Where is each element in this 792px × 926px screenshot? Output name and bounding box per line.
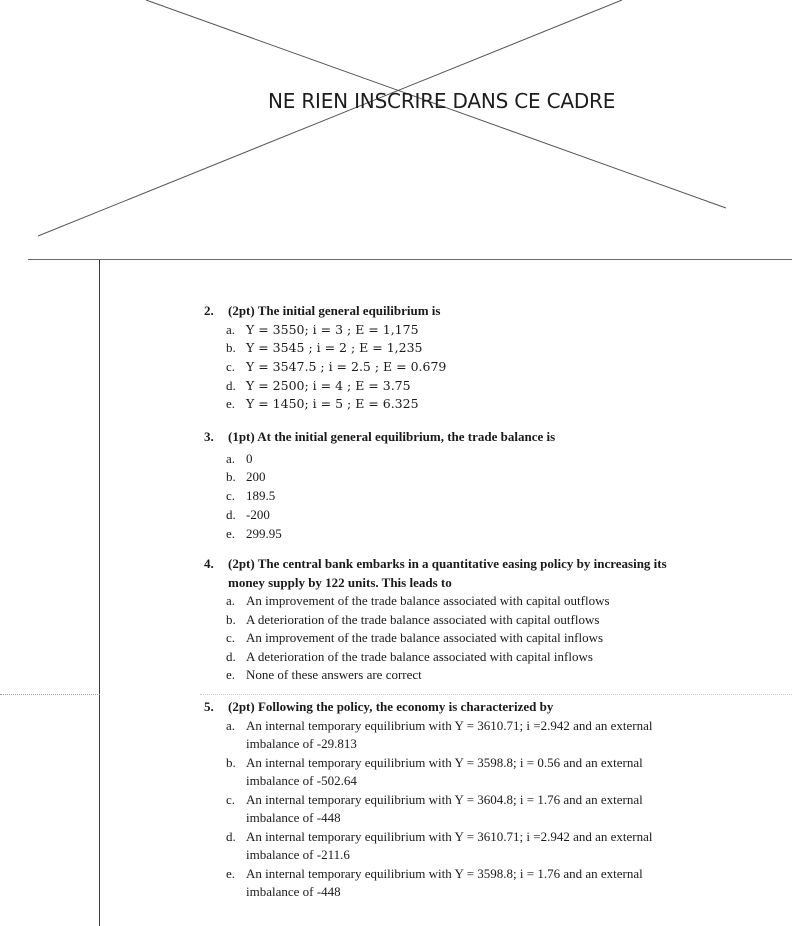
option-text: An internal temporary equilibrium with Y = 3610.71; i =2.942 and an external imbalance of -29.813: [246, 717, 653, 751]
option-b[interactable]: b. An internal temporary equilibrium with Y = 3598.8; i = 0.56 and an external imbalance of -502.64: [226, 754, 664, 791]
option-e[interactable]: e. Y = 1450; i = 5 ; E = 6.325: [226, 395, 674, 414]
question-number: 4.: [204, 556, 214, 571]
option-text: An internal temporary equilibrium with Y = 3604.8; i = 1.76 and an external imbalance of -448: [246, 791, 643, 825]
option-list: [204, 321, 674, 415]
option-text: 0: [246, 450, 253, 466]
option-text: An internal temporary equilibrium with Y = 3598.8; i = 0.56 and an external imbalance of -502.64: [246, 754, 643, 788]
question-3-header: [204, 428, 674, 447]
option-c[interactable]: c. An improvement of the trade balance associated with capital inflows: [226, 629, 684, 648]
option-text: A deterioration of the trade balance associated with capital outflows: [246, 611, 600, 627]
option-list: [204, 450, 674, 545]
question-4: [204, 555, 684, 685]
option-text: An improvement of the trade balance associated with capital inflows: [246, 630, 604, 645]
fold-mark-left: [0, 694, 100, 695]
option-text: 299.95: [246, 526, 282, 542]
option-text: Y = 3545 ; i = 2 ; E = 1,235: [246, 340, 423, 356]
option-text: None of these answers are correct: [246, 667, 422, 682]
option-c[interactable]: c. Y = 3547.5 ; i = 2.5 ; E = 0.679: [226, 358, 674, 377]
option-e[interactable]: e. 299.95: [226, 525, 674, 544]
question-5-header: [204, 698, 664, 717]
option-text: Y = 3550; i = 3 ; E = 1,175: [246, 321, 419, 337]
option-text: A deterioration of the trade balance associated with capital inflows: [246, 648, 593, 664]
option-d[interactable]: d. A deterioration of the trade balance associated with capital inflows: [226, 648, 684, 667]
question-5: [204, 698, 664, 902]
question-number: 2.: [204, 303, 214, 318]
option-text: 189.5: [246, 488, 276, 504]
option-b[interactable]: b. 200: [226, 468, 674, 487]
option-text: Y = 1450; i = 5 ; E = 6.325: [246, 396, 419, 412]
question-number: 5.: [204, 699, 214, 714]
horizontal-rule: [28, 259, 792, 260]
cross-line-up: [38, 0, 622, 236]
crossed-out-box: [0, 0, 792, 262]
option-c[interactable]: c. An internal temporary equilibrium with Y = 3604.8; i = 1.76 and an external imbalance of -448: [226, 791, 664, 828]
do-not-write-banner: NE RIEN INSCRIRE DANS CE CADRE: [268, 89, 616, 113]
option-a[interactable]: a. Y = 3550; i = 3 ; E = 1,175: [226, 321, 674, 340]
question-number: 3.: [204, 429, 214, 444]
question-title: (1pt) At the initial general equilibrium, the trade balance is: [228, 429, 556, 444]
option-text: An internal temporary equilibrium with Y = 3598.8; i = 1.76 and an external imbalance of -448: [246, 865, 643, 899]
question-title: (2pt) The initial general equilibrium is: [228, 303, 441, 318]
fold-mark-right: [200, 694, 792, 695]
question-4-header: [204, 555, 684, 592]
option-a[interactable]: a. An improvement of the trade balance associated with capital outflows: [226, 592, 684, 611]
question-2: [204, 302, 674, 414]
option-text: An internal temporary equilibrium with Y = 3610.71; i =2.942 and an external imbalance of -211.6: [246, 828, 653, 862]
question-title: (2pt) The central bank embarks in a quantitative easing policy by increasing its money supply by 122 units. This leads to: [228, 556, 667, 590]
question-title: (2pt) Following the policy, the economy is characterized by: [228, 699, 554, 714]
option-list: [204, 592, 684, 685]
option-b[interactable]: b. A deterioration of the trade balance associated with capital outflows: [226, 611, 684, 630]
option-b[interactable]: b. Y = 3545 ; i = 2 ; E = 1,235: [226, 339, 674, 358]
question-2-header: [204, 302, 674, 321]
option-e[interactable]: e. None of these answers are correct: [226, 666, 684, 685]
margin-line: [99, 260, 100, 926]
option-c[interactable]: c. 189.5: [226, 487, 674, 506]
option-text: Y = 2500; i = 4 ; E = 3.75: [246, 377, 411, 393]
option-text: -200: [246, 507, 270, 523]
option-e[interactable]: e. An internal temporary equilibrium with Y = 3598.8; i = 1.76 and an external imbalance of -448: [226, 865, 664, 902]
option-d[interactable]: d. Y = 2500; i = 4 ; E = 3.75: [226, 377, 674, 396]
question-3: [204, 428, 674, 544]
option-a[interactable]: a. An internal temporary equilibrium with Y = 3610.71; i =2.942 and an external imbalance of -29.813: [226, 717, 664, 754]
option-list: [204, 717, 664, 902]
option-text: Y = 3547.5 ; i = 2.5 ; E = 0.679: [246, 358, 447, 374]
option-a[interactable]: a. 0: [226, 450, 674, 469]
option-d[interactable]: d. -200: [226, 506, 674, 525]
option-text: An improvement of the trade balance associated with capital outflows: [246, 593, 610, 608]
option-text: 200: [246, 469, 266, 485]
option-d[interactable]: d. An internal temporary equilibrium with Y = 3610.71; i =2.942 and an external imbalance of -211.6: [226, 828, 664, 865]
